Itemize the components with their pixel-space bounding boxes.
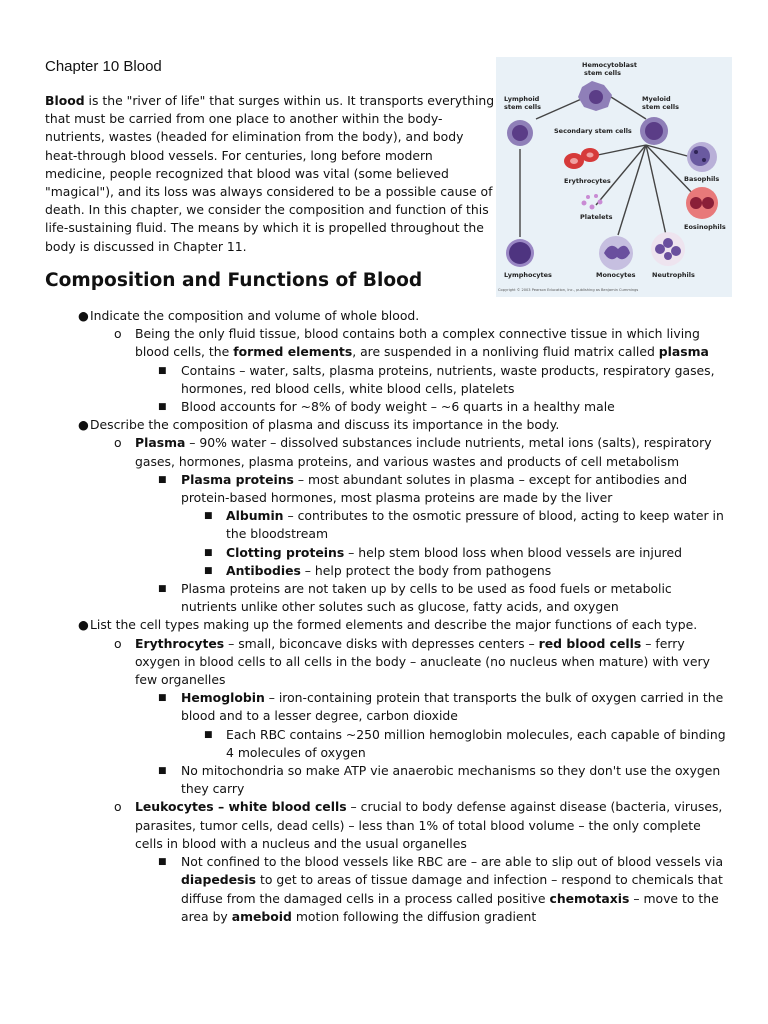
lymphoid-stem-cell-icon — [507, 120, 533, 146]
label-hemocytoblast: Hemocytoblast — [582, 61, 637, 69]
intro-paragraph — [45, 92, 495, 256]
term-plasma-proteins: Plasma proteins — [181, 471, 294, 487]
item-text: – iron-containing protein that transports the bulk of oxygen carried in the blood and to a lesser degree, carbon dioxide — [181, 690, 724, 724]
bullet-square-icon: ■ — [158, 584, 167, 595]
figure-copyright: Copyright © 2003 Pearson Education, Inc., publishing as Benjamin Cummings — [498, 288, 639, 292]
bullet-square-icon: ■ — [158, 857, 167, 868]
item-text: – contributes to the osmotic pressure of blood, acting to keep water in the bloodstream — [226, 508, 724, 542]
outline-item — [0, 398, 726, 416]
myeloid-stem-cell-icon — [640, 117, 668, 145]
bullet-circle-icon: o — [114, 799, 122, 815]
term-plasma: plasma — [658, 344, 709, 360]
term-albumin: Albumin — [226, 508, 284, 524]
outline-item — [0, 798, 725, 853]
item-text: to get to areas of tissue damage and infection – respond to chemicals that diffuse from the damaged cells in a process called positive — [181, 872, 723, 906]
outline-item — [0, 307, 768, 325]
neutrophil-icon — [651, 232, 685, 266]
item-text: – crucial to body defense against disease (bacteria, viruses, parasites, tumor cells, dead cells) – less than 1% of total blood volume – the only complete cells in blood with a nucleus and the usual organelles — [135, 799, 723, 851]
item-text: Contains – water, salts, plasma proteins, nutrients, waste products, respiratory gases, hormones, red blood cells, white blood cells, platelets — [181, 362, 715, 396]
section-heading: Composition and Functions of Blood — [45, 270, 423, 291]
erythrocytes-icon — [564, 148, 599, 169]
outline-item — [0, 362, 726, 398]
bullet-square-icon: ■ — [204, 511, 213, 522]
item-text: – help stem blood loss when blood vessels are injured — [344, 544, 682, 560]
outline-item — [0, 434, 725, 470]
bullet-square-icon: ■ — [204, 547, 213, 558]
bullet-dot-icon: ● — [78, 617, 89, 633]
term-erythrocytes: Erythrocytes — [135, 635, 225, 651]
label-myeloid-2: stem cells — [642, 103, 680, 111]
item-text: Each RBC contains ~250 million hemoglobin molecules, each capable of binding 4 molecules of oxygen — [226, 726, 726, 760]
outline-item — [0, 580, 726, 616]
term-chemotaxis: chemotaxis — [549, 890, 630, 906]
blood-cell-lineage-figure — [496, 57, 732, 297]
bullet-dot-icon: ● — [78, 308, 89, 323]
item-text: Plasma proteins are not taken up by cells to be used as food fuels or metabolic nutrients unlike other solutes such as glucose, fatty acids, and oxygen — [181, 581, 672, 615]
bullet-dot-icon: ● — [78, 417, 89, 433]
term-clotting-proteins: Clotting proteins — [226, 544, 345, 560]
label-neutrophils: Neutrophils — [652, 271, 695, 279]
outline-item — [0, 762, 726, 798]
label-secondary-stem-cells: Secondary stem cells — [554, 127, 632, 135]
term-ameboid: ameboid — [231, 908, 292, 924]
term-diapedesis: diapedesis — [181, 872, 257, 888]
label-erythrocytes: Erythrocytes — [564, 177, 611, 185]
outline-item — [0, 416, 768, 434]
term-hemoglobin: Hemoglobin — [181, 690, 265, 706]
platelets-icon — [582, 194, 603, 210]
item-text: Not confined to the blood vessels like RBC are – are able to slip out of blood vessels via — [181, 854, 724, 870]
item-text: – help protect the body from pathogens — [300, 562, 552, 578]
bullet-square-icon: ■ — [158, 474, 167, 485]
intro-text: is the "river of life" that surges within us. It transports everything that must be carried from one place to another within the body-nutrients, wastes (headed for elimination from the body), and body heat-through blood vessels. For centuries, long before modern medicine, people recognized that blood was vital (some believed "magical"), and its loss was always considered to be a possible cause of death. In this chapter, we consider the composition and function of this life-sustaining fluid. The means by which it is propelled throughout the body is discussed in Chapter 11. — [45, 93, 495, 254]
label-platelets: Platelets — [580, 213, 613, 221]
bullet-square-icon: ■ — [158, 766, 167, 777]
label-lymphoid-2: stem cells — [504, 103, 542, 111]
item-text: , are suspended in a nonliving fluid matrix called — [352, 344, 659, 360]
outline-item — [0, 726, 726, 762]
bullet-circle-icon: o — [114, 635, 122, 651]
bullet-circle-icon: o — [114, 326, 122, 342]
bullet-square-icon: ■ — [158, 365, 167, 376]
bullet-square-icon: ■ — [158, 402, 167, 413]
basophil-icon — [687, 142, 717, 172]
term-formed-elements: formed elements — [233, 344, 353, 360]
item-text: Blood accounts for ~8% of body weight – ~6 quarts in a healthy male — [181, 399, 615, 415]
item-text: Indicate the composition and volume of whole blood. — [90, 308, 420, 323]
lineage-diagram — [496, 57, 732, 297]
bullet-square-icon: ■ — [204, 729, 213, 740]
lymphocyte-icon — [506, 239, 534, 267]
label-basophils: Basophils — [684, 175, 720, 183]
item-text: – move to the area by — [181, 890, 719, 924]
item-text: List the cell types making up the formed elements and describe the major functions of each type. — [90, 617, 698, 633]
outline-item — [0, 562, 726, 580]
outline-list — [0, 307, 768, 926]
bullet-square-icon: ■ — [204, 565, 213, 576]
outline-item — [0, 689, 726, 725]
term-plasma: Plasma — [135, 435, 186, 451]
label-lymphoid: Lymphoid — [504, 95, 540, 103]
outline-item — [0, 325, 725, 361]
label-lymphocytes: Lymphocytes — [504, 271, 552, 279]
term-antibodies: Antibodies — [226, 562, 301, 578]
outline-item — [0, 507, 726, 543]
outline-item — [0, 471, 726, 507]
item-text: – 90% water – dissolved substances include nutrients, metal ions (salts), respiratory gases, hormones, plasma proteins, and various wastes and products of cell metabolism — [135, 435, 712, 469]
label-monocytes: Monocytes — [596, 271, 636, 279]
item-text: Being the only fluid tissue, blood contains both a complex connective tissue in which living blood cells, the — [135, 326, 700, 360]
item-text: Describe the composition of plasma and discuss its importance in the body. — [90, 417, 560, 433]
item-text: – most abundant solutes in plasma – except for antibodies and protein-based hormones, most plasma proteins are made by the liver — [181, 471, 688, 506]
bullet-square-icon: ■ — [158, 693, 167, 704]
eosinophil-icon — [686, 187, 718, 219]
label-hemocytoblast-2: stem cells — [584, 69, 622, 77]
item-text: – small, biconcave disks with depresses centers – — [224, 635, 539, 651]
outline-item — [0, 544, 726, 562]
bullet-circle-icon: o — [114, 435, 122, 451]
monocyte-icon — [599, 236, 633, 270]
label-eosinophils: Eosinophils — [684, 223, 726, 231]
outline-item — [0, 853, 726, 926]
item-text: – ferry oxygen in blood cells to all cells in the body – anucleate (no nucleus when mature) with very few organelles — [135, 635, 710, 688]
outline-item — [0, 635, 725, 690]
label-myeloid: Myeloid — [642, 95, 671, 103]
term-leukocytes: Leukocytes – white blood cells — [135, 799, 347, 815]
term-red-blood-cells: red blood cells — [538, 635, 642, 651]
outline-item — [0, 616, 768, 634]
item-text: No mitochondria so make ATP vie anaerobic mechanisms so they don't use the oxygen they carry — [181, 763, 721, 797]
page-title: Chapter 10 Blood — [45, 58, 162, 76]
hemocytoblast-cell-icon — [578, 81, 612, 111]
intro-lead-term: Blood — [45, 93, 85, 108]
item-text: motion following the diffusion gradient — [291, 908, 537, 924]
